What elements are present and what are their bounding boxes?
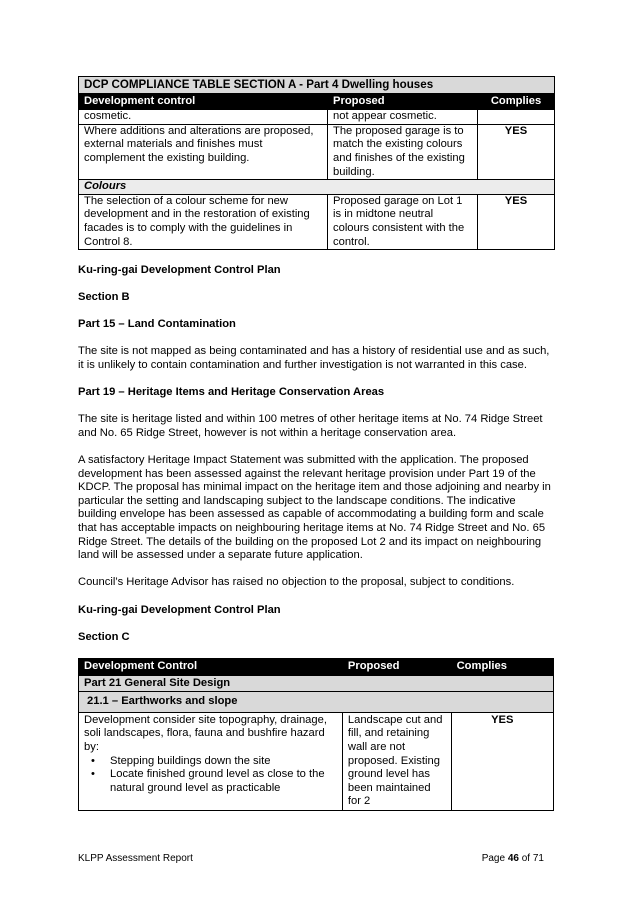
table-row [79, 110, 555, 125]
table-row [79, 194, 555, 249]
page-prefix: Page [481, 853, 508, 864]
table-section-heading: Part 21 General Site Design [79, 675, 554, 692]
table-subsection-heading: 21.1 – Earthworks and slope [79, 692, 554, 713]
table-row [79, 124, 555, 179]
heading-kdcp: Ku-ring-gai Development Control Plan [78, 263, 281, 276]
heading-part-15: Part 15 – Land Contamination [78, 318, 236, 331]
column-header-complies: Complies [451, 658, 553, 675]
dcp-compliance-table-a [78, 76, 555, 250]
proposed-cell: The proposed garage is to match the existing colours and finishes of the existing building. [328, 124, 478, 179]
control-cell: The selection of a colour scheme for new development and in the restoration of existing facades is to comply with the guidelines in Control 8. [79, 194, 328, 249]
proposed-cell: Landscape cut and fill, and retaining wall are not proposed. Existing ground level has been maintained for 2 [342, 712, 451, 810]
control-bullet-list [84, 755, 337, 796]
column-header-proposed: Proposed [328, 93, 478, 110]
complies-cell: YES [478, 194, 555, 249]
proposed-cell: Proposed garage on Lot 1 is in midtone neutral colours consistent with the control. [328, 194, 478, 249]
column-header-development-control: Development Control [79, 658, 343, 675]
proposed-cell: not appear cosmetic. [328, 110, 478, 125]
paragraph-heritage-impact: A satisfactory Heritage Impact Statement was submitted with the application. The proposed development has been assessed against the relevant heritage provision under Part 19 of the KDCP. The proposal has minimal impact on the heritage item and those adjoining and nearby in particular the setting and landscaping subject to the landscape conditions. The indicative building envelope has been assessed as capable of accommodating a building form and scale that has acceptable impacts on neighbouring heritage items at No. 74 Ridge Street and No. 65 Ridge Street. The details of the building on the proposed Lot 2 and its impact on neighbouring land will be assessed under a separate future application. [78, 454, 551, 562]
table-caption: DCP COMPLIANCE TABLE SECTION A - Part 4 Dwelling houses [79, 77, 555, 94]
complies-cell: YES [478, 124, 555, 179]
paragraph-heritage-listing: The site is heritage listed and within 100 metres of other heritage items at No. 74 Ridge Street and No. 65 Ridge Street, however is not within a heritage conservation area. [78, 413, 543, 439]
document-page [78, 76, 554, 811]
list-item: • Stepping buildings down the site [110, 755, 337, 769]
heading-part-19: Part 19 – Heritage Items and Heritage Conservation Areas [78, 386, 385, 399]
paragraph-land-contamination: The site is not mapped as being contaminated and has a history of residential use and as such, it is unlikely to contain contamination and further investigation is not warranted in this case. [78, 345, 550, 371]
complies-cell: YES [451, 712, 553, 810]
column-header-proposed: Proposed [342, 658, 451, 675]
control-text: Development consider site topography, drainage, soli landscapes, flora, fauna and bushfire hazard by: [84, 713, 327, 753]
page-total: of 71 [518, 853, 544, 864]
control-cell: Where additions and alterations are proposed, external materials and finishes must complement the existing building. [79, 124, 328, 179]
complies-cell [478, 110, 555, 125]
heading-section-c: Section C [78, 630, 130, 643]
control-cell: cosmetic. [79, 110, 328, 125]
column-header-development-control: Development control [79, 93, 328, 110]
current-page-number: 46 [507, 853, 519, 864]
footer-report-name: KLPP Assessment Report [78, 853, 193, 864]
section-c-compliance-table [78, 658, 554, 811]
paragraph-heritage-advisor: Council’s Heritage Advisor has raised no objection to the proposal, subject to conditions. [78, 576, 515, 589]
control-cell [79, 712, 343, 810]
list-item: • Locate finished ground level as close to the natural ground level as practicable [110, 768, 337, 795]
footer-page-number [482, 852, 544, 866]
table-row [79, 712, 554, 810]
heading-section-b: Section B [78, 290, 130, 303]
heading-kdcp-2: Ku-ring-gai Development Control Plan [78, 603, 281, 616]
table-subheading-colours: Colours [79, 180, 555, 195]
column-header-complies: Complies [478, 93, 555, 110]
